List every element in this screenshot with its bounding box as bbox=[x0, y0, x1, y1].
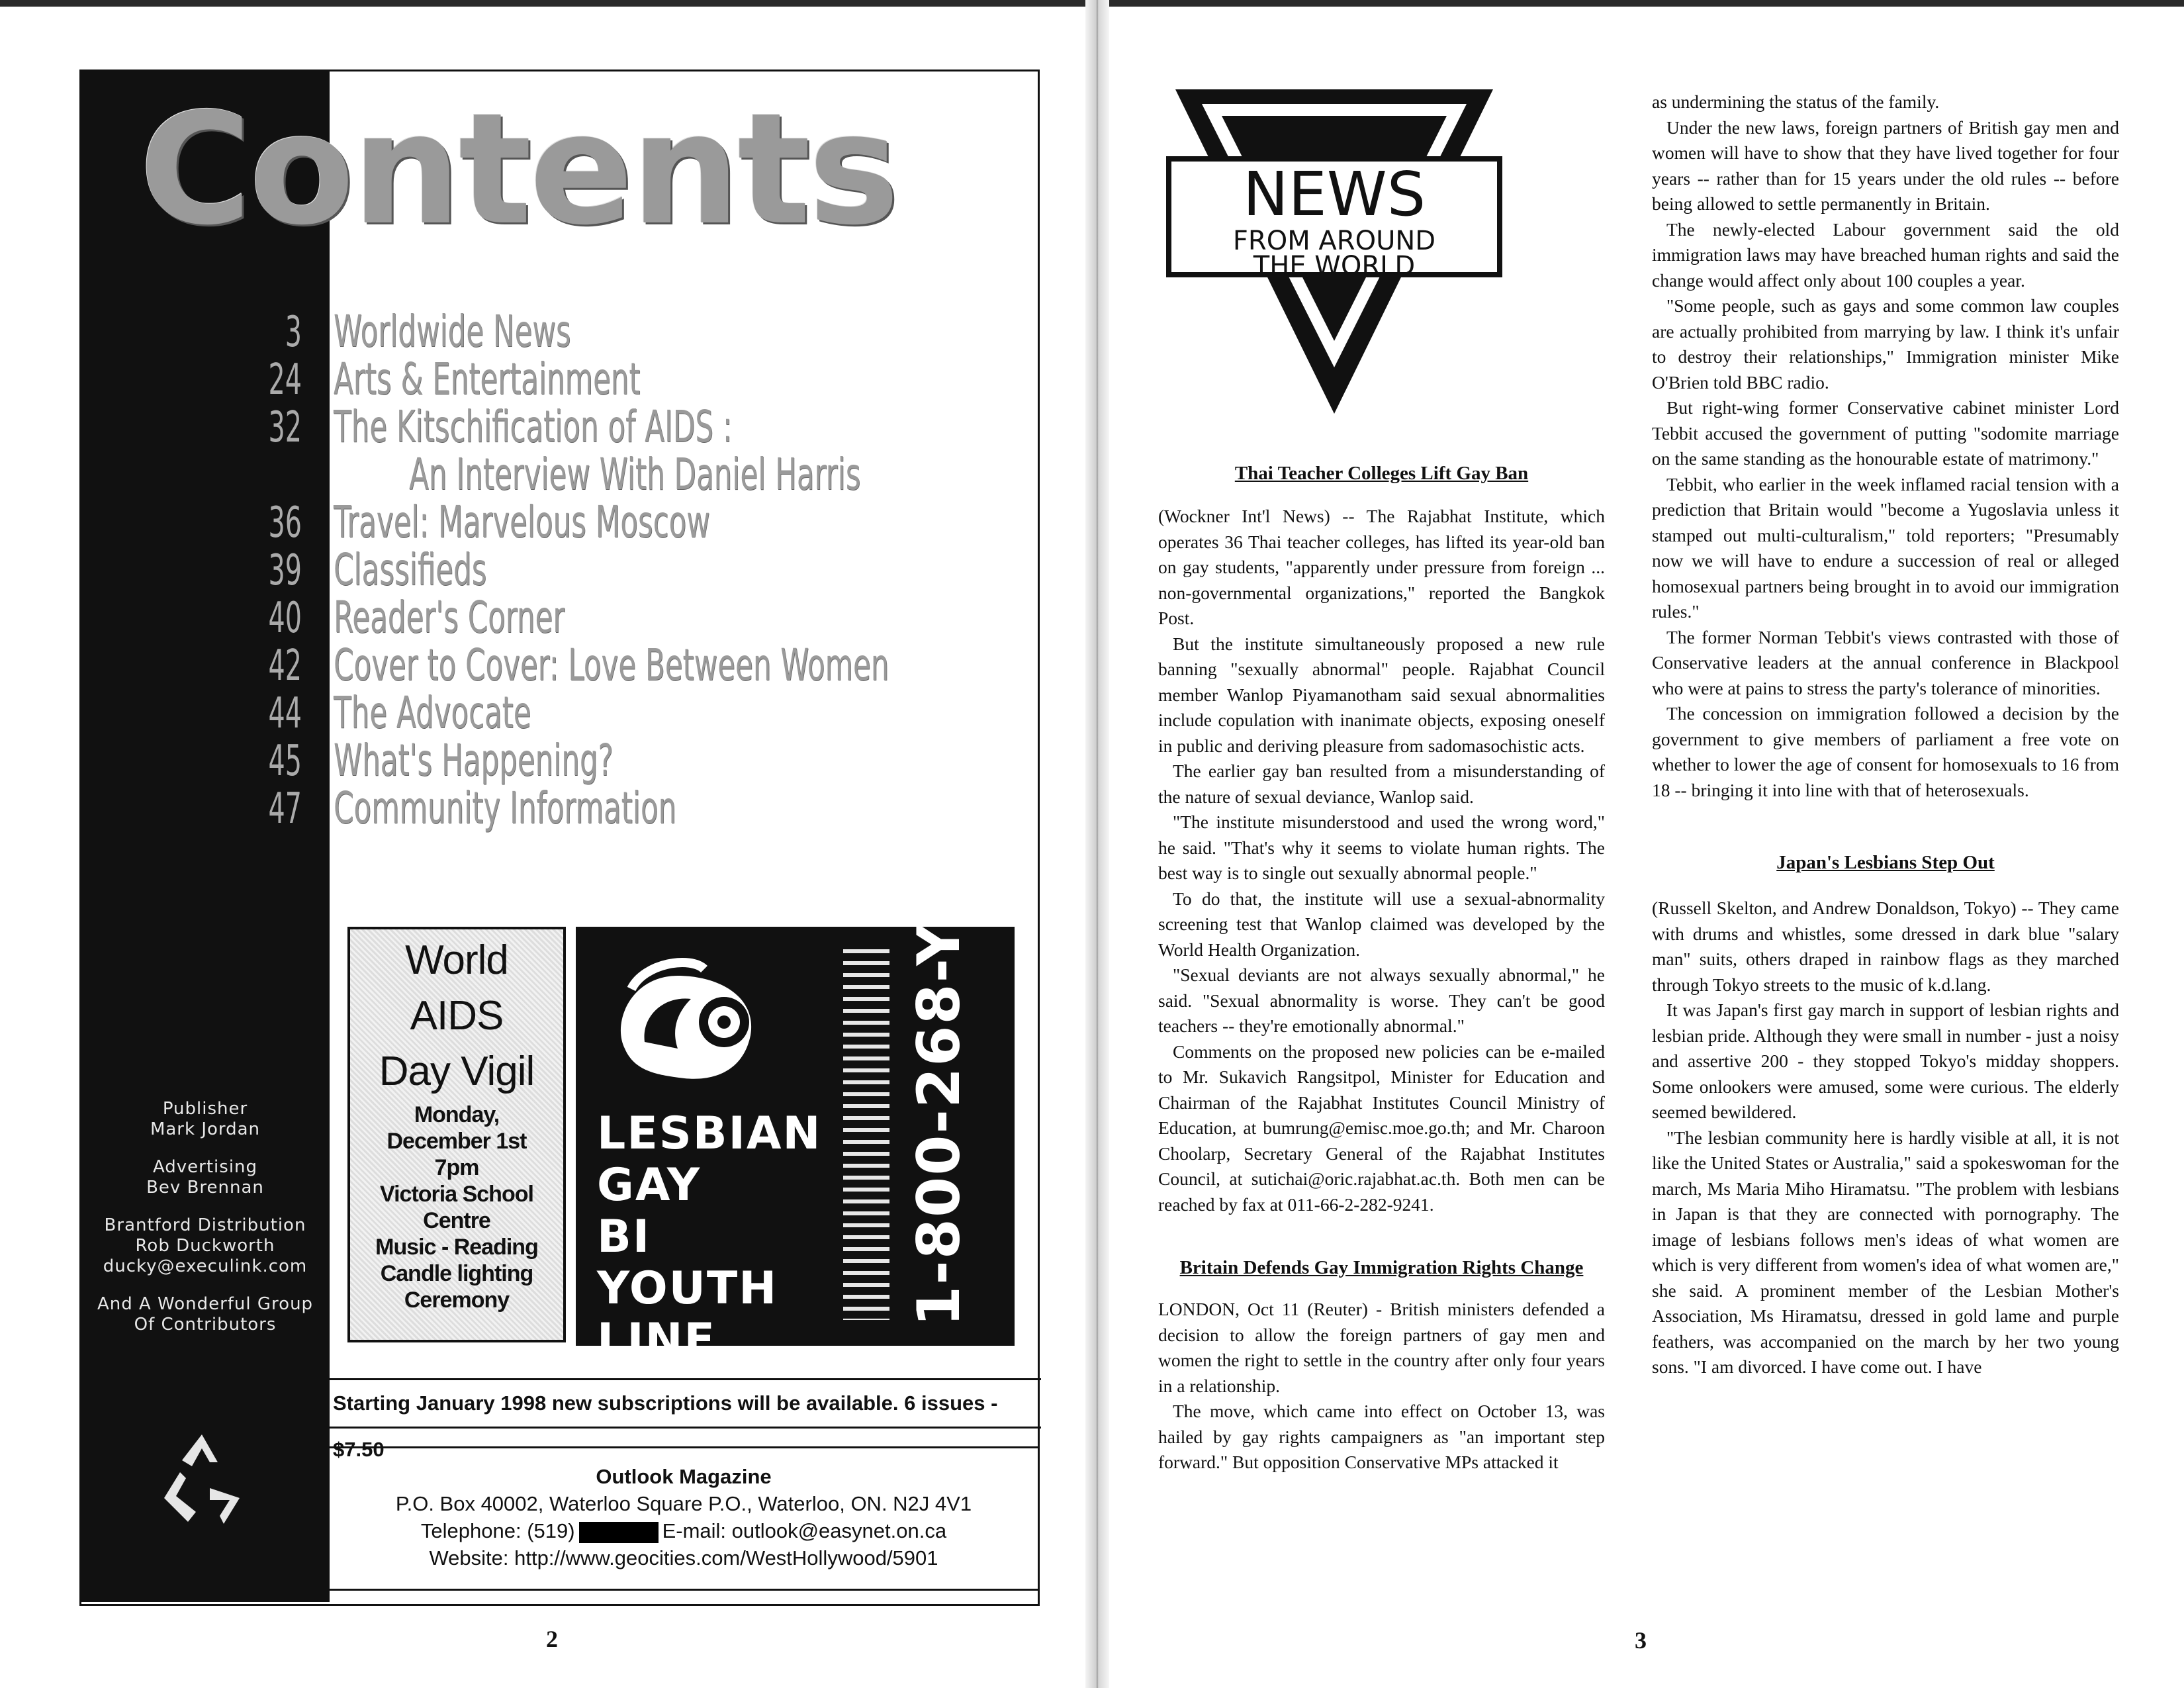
subscription-notice: Starting January 1998 new subscriptions will be available. 6 issues - $7.50 bbox=[328, 1378, 1041, 1429]
paragraph: as undermining the status of the family. bbox=[1652, 91, 1940, 112]
toc-page: 36 bbox=[268, 498, 302, 547]
table-of-contents bbox=[238, 306, 1175, 833]
toc-entry[interactable] bbox=[238, 401, 1175, 452]
page-gutter bbox=[1085, 0, 1109, 1688]
paragraph: The concession on immigration followed a decision by the government to give members of parliament a free vote on whether to lower the age of consent for homosexuals to 16 from 18 -- bringing it into line with that of heterosexuals. bbox=[1652, 703, 2119, 800]
toc-title: The Advocate bbox=[334, 687, 531, 738]
recycle-icon bbox=[152, 1427, 251, 1526]
left-page bbox=[0, 0, 1085, 1688]
toc-title: Classifieds bbox=[334, 544, 487, 595]
vigil-detail: Music - Reading bbox=[375, 1235, 538, 1260]
toc-page: 44 bbox=[268, 689, 302, 738]
vigil-detail: Centre bbox=[423, 1208, 490, 1233]
toc-title: What's Happening? bbox=[334, 735, 614, 786]
paragraph: (Russell Skelton, and Andrew Donaldson, Tokyo) -- They came with drums and whistles, some dressed in dark blue "salary man" suits, others draped in rainbow flags as they marched through Tokyo streets to the music of k.d.lang. bbox=[1652, 898, 2119, 995]
toc-entry[interactable] bbox=[238, 639, 1175, 690]
toc-page: 47 bbox=[268, 784, 302, 833]
staff-credits bbox=[83, 1099, 328, 1352]
youth-line-phone[interactable]: 1-800-268-YOUTH bbox=[905, 733, 973, 1327]
toc-page: 40 bbox=[268, 594, 302, 643]
publisher-label: Publisher bbox=[162, 1099, 248, 1119]
thanks-line: And A Wonderful Group bbox=[97, 1294, 314, 1314]
youth-word: LINE bbox=[597, 1314, 716, 1366]
toc-title: Community Information bbox=[334, 782, 677, 833]
vigil-detail: December 1st bbox=[387, 1129, 527, 1154]
page-number: 3 bbox=[1635, 1627, 1647, 1654]
magazine-address bbox=[328, 1446, 1040, 1591]
toc-page: 45 bbox=[268, 737, 302, 786]
toc-entry[interactable] bbox=[238, 353, 1175, 404]
right-page bbox=[1109, 0, 2184, 1688]
headline: Thai Teacher Colleges Lift Gay Ban bbox=[1234, 463, 1529, 484]
toc-title: Reader's Corner bbox=[334, 592, 565, 643]
toc-page: 42 bbox=[268, 641, 302, 690]
youth-line-words bbox=[597, 1108, 821, 1366]
toc-entry-continuation[interactable] bbox=[238, 449, 1175, 500]
thanks-line: Of Contributors bbox=[134, 1315, 277, 1335]
paragraph: "The lesbian community here is hardly visible at all, it is not like the United States or Australia," said a spokeswoman for the march, Ms Maria Miho Hiramatsu. "The problem with lesbians in Japan is that they are connected with pornography. The image of lesbians follows men's ideas of what women are which is very different from women's idea of what women are," she said. A prominent member of the Lesbian Mother's Association, Ms Hiramatsu, dressed in gold lame and purple feathers, was accompanied on the march by her two young sons. "I am divorced. I have come out. I have bbox=[1652, 1127, 2119, 1377]
decorative-stripes bbox=[843, 949, 889, 1320]
toc-entry[interactable] bbox=[238, 496, 1175, 547]
distribution-name: Rob Duckworth bbox=[135, 1236, 275, 1256]
toc-entry[interactable] bbox=[238, 687, 1175, 738]
toc-page: 24 bbox=[268, 355, 302, 404]
youth-word: LESBIAN bbox=[597, 1107, 822, 1160]
email[interactable]: E-mail: outlook@easynet.on.ca bbox=[662, 1519, 947, 1542]
logo-sub1: FROM AROUND bbox=[1232, 226, 1436, 256]
toc-page: 39 bbox=[268, 546, 302, 595]
article-column-1 bbox=[1158, 463, 1605, 1476]
paragraph: "The institute misunderstood and used the wrong word," he said. "That's why it seems to violate human rights. The best way is to single out sexually abnormal people." bbox=[1158, 812, 1605, 883]
paragraph: "Sexual deviants are not always sexually abnormal," he said. "Sexual abnormality is worse. They can't be good teachers -- they're emotionally abnormal." bbox=[1158, 964, 1605, 1036]
paragraph: The newly-elected Labour government said the old immigration laws may have breached human rights and said the change would affect only about 100 couples a year. bbox=[1652, 218, 2119, 291]
vigil-line3: Day Vigil bbox=[379, 1049, 535, 1094]
paragraph: (Wockner Int'l News) -- The Rajabhat Institute, which operates 36 Thai teacher colleges, has lifted its year-old ban on gay students, "apparently under pressure from foreign ... non-governmental organizations," reported the Bangkok Post. bbox=[1158, 506, 1605, 628]
paragraph: Comments on the proposed new policies can be e-mailed to Mr. Sukavich Rangsitpol, Minister for Education and Chairman of the Rajabhat Institutes Council Ministry of Education, at bumrung@emisc.moe.go.th; and Mr. Charoon Choolarp, Secretary General of the Rajabhat Institutes Council, at sutichai@oric.rajabhat.ac.th. Both men can be reached by fax at 011-66-2-282-9241. bbox=[1158, 1041, 1605, 1215]
distribution-label: Brantford Distribution bbox=[104, 1215, 306, 1235]
paragraph: It was Japan's first gay march in support of lesbian rights and lesbian pride. Although they were small in number - just a noisy and assertive 200 - they stopped Tokyo's midday shoppers. Some onlookers were amused, some were curious. The elderly seemed bewildered. bbox=[1652, 1000, 2119, 1122]
toc-title: Travel: Marvelous Moscow bbox=[334, 496, 710, 547]
article-column-2 bbox=[1652, 89, 2119, 1380]
logo-main: NEWS bbox=[1242, 159, 1426, 230]
paragraph: The move, which came into effect on October 13, was hailed by gay rights campaigners as "an important step forward." But opposition Conservative MPs attacked it bbox=[1158, 1401, 1605, 1472]
vigil-details bbox=[350, 1102, 563, 1313]
toc-title: Worldwide News bbox=[334, 306, 571, 357]
toc-title: Arts & Entertainment bbox=[334, 353, 641, 404]
phone-icon bbox=[605, 949, 777, 1095]
distribution-email[interactable]: ducky@execulink.com bbox=[103, 1256, 308, 1276]
toc-title: The Kitschification of AIDS : bbox=[334, 401, 733, 452]
paragraph: The former Norman Tebbit's views contrasted with those of Conservative leaders at the annual conference in Blackpool who were at pains to stress the party's tolerance of minorities. bbox=[1652, 626, 2119, 698]
contact-line bbox=[330, 1517, 1038, 1544]
headline: Japan's Lesbians Step Out bbox=[1776, 852, 1995, 873]
paragraph: The earlier gay ban resulted from a misunderstanding of the nature of sexual deviance, Wanlop said. bbox=[1158, 761, 1605, 807]
contents-title: Contents bbox=[139, 80, 897, 259]
vigil-detail: Victoria School bbox=[380, 1182, 533, 1207]
toc-entry[interactable] bbox=[238, 544, 1175, 595]
vigil-detail: Ceremony bbox=[404, 1288, 510, 1313]
logo-sub2: THE WORLD bbox=[1253, 251, 1416, 281]
headline: Britain Defends Gay Immigration Rights Change bbox=[1179, 1257, 1584, 1278]
toc-title: An Interview With Daniel Harris bbox=[409, 449, 861, 500]
vigil-detail: Candle lighting bbox=[380, 1261, 533, 1286]
website[interactable]: Website: http://www.geocities.com/WestHollywood/5901 bbox=[429, 1546, 938, 1570]
redaction-bar bbox=[579, 1522, 659, 1543]
paragraph: But the institute simultaneously proposed a new rule banning "sexually abnormal" people. Rajabhat Council member Wanlop Piyamanotham said sexual abnormalities include copulation with inanimate objects, exposing oneself in public and deriving pleasure from sadomasochistic acts. bbox=[1158, 633, 1605, 756]
black-sidebar bbox=[79, 70, 330, 1602]
youth-line-ad bbox=[576, 733, 1015, 1366]
youth-word: BI bbox=[597, 1211, 651, 1263]
toc-title: Cover to Cover: Love Between Women bbox=[334, 639, 889, 690]
vigil-line1: World bbox=[405, 937, 508, 983]
aids-vigil-ad bbox=[347, 927, 566, 1342]
toc-entry[interactable] bbox=[238, 592, 1175, 643]
paragraph: LONDON, Oct 11 (Reuter) - British ministers defended a decision to allow the foreign partners of gay men and women the right to settle in the country after only four years in a relationship. bbox=[1158, 1299, 1605, 1396]
toc-page: 32 bbox=[268, 403, 302, 452]
telephone: Telephone: (519) bbox=[420, 1519, 575, 1542]
paragraph: Tebbit, who earlier in the week inflamed racial tension with a prediction that Britain would "become a Yugoslavia unless it stamped out multi-culturalism," told reporters; "Presumably now we will have to endure a succession of real or alleged homosexual partners being brought in to avoid our immigration rules." bbox=[1652, 473, 2119, 622]
toc-entry[interactable] bbox=[238, 306, 1175, 357]
toc-page: 3 bbox=[285, 308, 302, 357]
vigil-detail: 7pm bbox=[434, 1155, 479, 1180]
postal-address: P.O. Box 40002, Waterloo Square P.O., Waterloo, ON. N2J 4V1 bbox=[395, 1492, 972, 1515]
advertising-name: Bev Brennan bbox=[146, 1178, 264, 1197]
advertising-label: Advertising bbox=[152, 1157, 258, 1177]
paragraph: "Some people, such as gays and some common law couples are actually prohibited from marrying by law. I think it's unfair to destroy their relationships," Immigration minister Mike O'Brien told BBC radio. bbox=[1652, 295, 2119, 393]
paragraph: But right-wing former Conservative cabinet minister Lord Tebbit accused the government of putting "sodomite marriage on the same standing as the honourable estate of matrimony." bbox=[1652, 397, 2119, 469]
toc-entry[interactable] bbox=[238, 735, 1175, 786]
page-number: 2 bbox=[546, 1626, 558, 1652]
vigil-detail: Monday, bbox=[414, 1102, 500, 1127]
vigil-line2: AIDS bbox=[410, 993, 504, 1039]
paragraph: Under the new laws, foreign partners of British gay men and women will have to show that they have lived together for four years -- rather than for 15 years under the old rules -- before being allowed to settle permanently in Britain. bbox=[1652, 117, 2119, 214]
magazine-name: Outlook Magazine bbox=[596, 1465, 772, 1488]
toc-entry[interactable] bbox=[238, 782, 1175, 833]
news-from-around-the-world-logo bbox=[1162, 83, 1506, 427]
youth-word: GAY bbox=[597, 1159, 702, 1211]
paragraph: To do that, the institute will use a sexual-abnormality screening test that Wanlop claimed was developed by the World Health Organization. bbox=[1158, 888, 1605, 960]
publisher-name: Mark Jordan bbox=[150, 1119, 261, 1139]
youth-word: YOUTH bbox=[597, 1262, 778, 1315]
